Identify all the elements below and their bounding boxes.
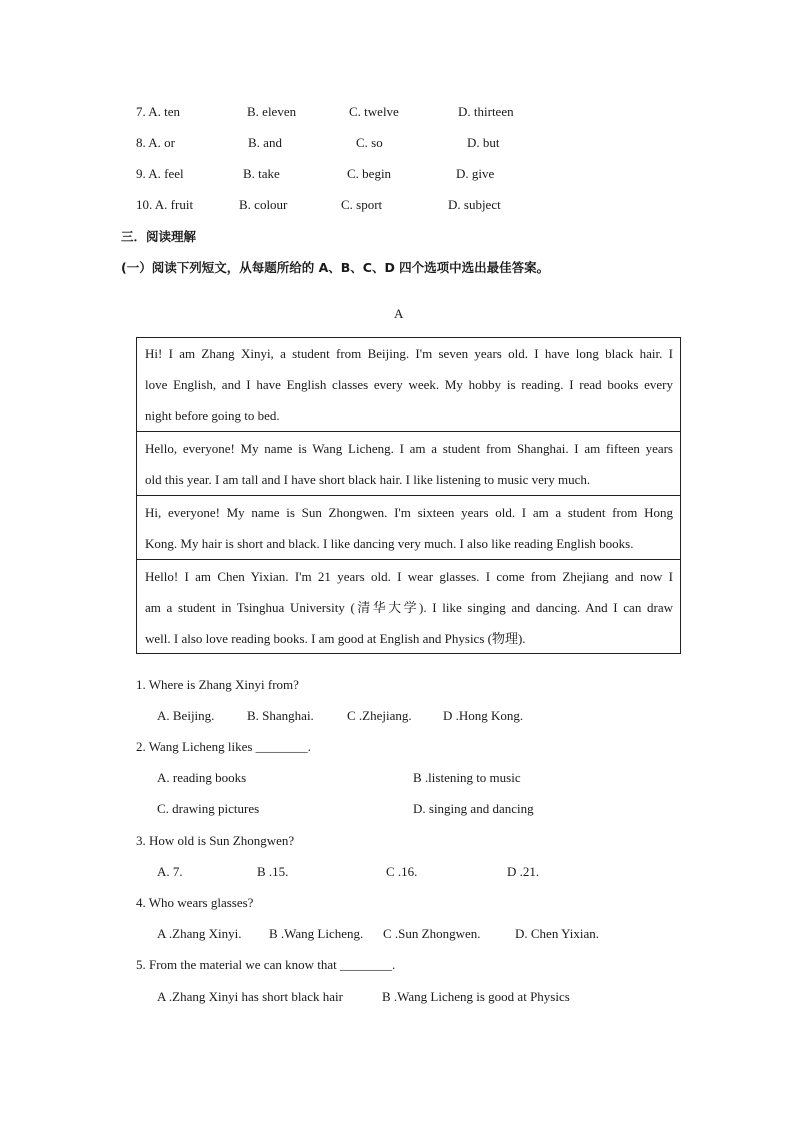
q3-option-c: C .16.: [386, 864, 418, 879]
subsection-heading: (一）阅读下列短文，从每题所给的 A、B、C、D 四个选项中选出最佳答案。: [121, 260, 550, 275]
passage-wang-licheng: [137, 431, 680, 495]
q4-option-c: C .Sun Zhongwen.: [383, 926, 481, 941]
q3-option-b: B .15.: [257, 864, 289, 879]
passage-zhang-xinyi: [137, 338, 680, 431]
passage-line: Hi! I am Zhang Xinyi, a student from Beijing. I'm seven years old. I have long black hair. I: [145, 346, 673, 361]
q8-option-b: B. and: [248, 135, 282, 150]
q3-option-a: A. 7.: [157, 864, 183, 879]
q9-option-c: C. begin: [347, 166, 392, 181]
q7-option-a: 7. A. ten: [136, 104, 181, 119]
q7-option-b: B. eleven: [247, 104, 297, 119]
passage-line: Hello, everyone! My name is Wang Licheng. I am a student from Shanghai. I am fifteen years: [145, 441, 673, 456]
passage-sun-zhongwen: [137, 495, 680, 559]
passage-line: am a student in Tsinghua University (清华大学). I like singing and dancing. And I can draw: [145, 600, 673, 615]
question-4-stem: 4. Who wears glasses?: [136, 895, 254, 910]
q8-option-c: C. so: [356, 135, 383, 150]
q4-option-a: A .Zhang Xinyi.: [157, 926, 242, 941]
q1-option-d: D .Hong Kong.: [443, 708, 524, 723]
passage-line: well. I also love reading books. I am good at English and Physics (物理).: [145, 631, 526, 646]
question-5-stem: 5. From the material we can know that ________.: [136, 957, 396, 972]
q2-option-b: B .listening to music: [413, 770, 521, 785]
question-3-stem: 3. How old is Sun Zhongwen?: [136, 833, 295, 848]
q8-option-a: 8. A. or: [136, 135, 175, 150]
q1-option-c: C .Zhejiang.: [347, 708, 412, 723]
passage-chen-yixian: [137, 559, 680, 653]
q2-option-c: C. drawing pictures: [157, 801, 260, 816]
question-2-stem: 2. Wang Licheng likes ________.: [136, 739, 311, 754]
q2-option-a: A. reading books: [157, 770, 247, 785]
q4-option-b: B .Wang Licheng.: [269, 926, 364, 941]
section-heading: 三．阅读理解: [121, 229, 197, 244]
passage-label: A: [394, 306, 404, 321]
q7-option-d: D. thirteen: [458, 104, 514, 119]
q10-option-a: 10. A. fruit: [136, 197, 194, 212]
q1-option-a: A. Beijing.: [157, 708, 215, 723]
q10-option-d: D. subject: [448, 197, 501, 212]
passage-line: love English, and I have English classes every week. My hobby is reading. I read books every: [145, 377, 673, 392]
q3-option-d: D .21.: [507, 864, 540, 879]
q2-option-d: D. singing and dancing: [413, 801, 534, 816]
passage-line: Hi, everyone! My name is Sun Zhongwen. I'm sixteen years old. I am a student from Hong: [145, 505, 673, 520]
q9-option-a: 9. A. feel: [136, 166, 184, 181]
passage-line: night before going to bed.: [145, 408, 280, 423]
q4-option-d: D. Chen Yixian.: [515, 926, 600, 941]
q7-option-c: C. twelve: [349, 104, 399, 119]
q8-option-d: D. but: [467, 135, 500, 150]
q10-option-c: C. sport: [341, 197, 383, 212]
passage-table: [136, 337, 681, 654]
q5-option-a: A .Zhang Xinyi has short black hair: [157, 989, 343, 1004]
q9-option-d: D. give: [456, 166, 495, 181]
q5-option-b: B .Wang Licheng is good at Physics: [382, 989, 570, 1004]
passage-line: Kong. My hair is short and black. I like dancing very much. I also like reading English books.: [145, 536, 634, 551]
passage-line: Hello! I am Chen Yixian. I'm 21 years old. I wear glasses. I come from Zhejiang and now I: [145, 569, 673, 584]
q10-option-b: B. colour: [239, 197, 288, 212]
question-1-stem: 1. Where is Zhang Xinyi from?: [136, 677, 299, 692]
q9-option-b: B. take: [243, 166, 280, 181]
q1-option-b: B. Shanghai.: [247, 708, 314, 723]
passage-line: old this year. I am tall and I have short black hair. I like listening to music very much.: [145, 472, 591, 487]
